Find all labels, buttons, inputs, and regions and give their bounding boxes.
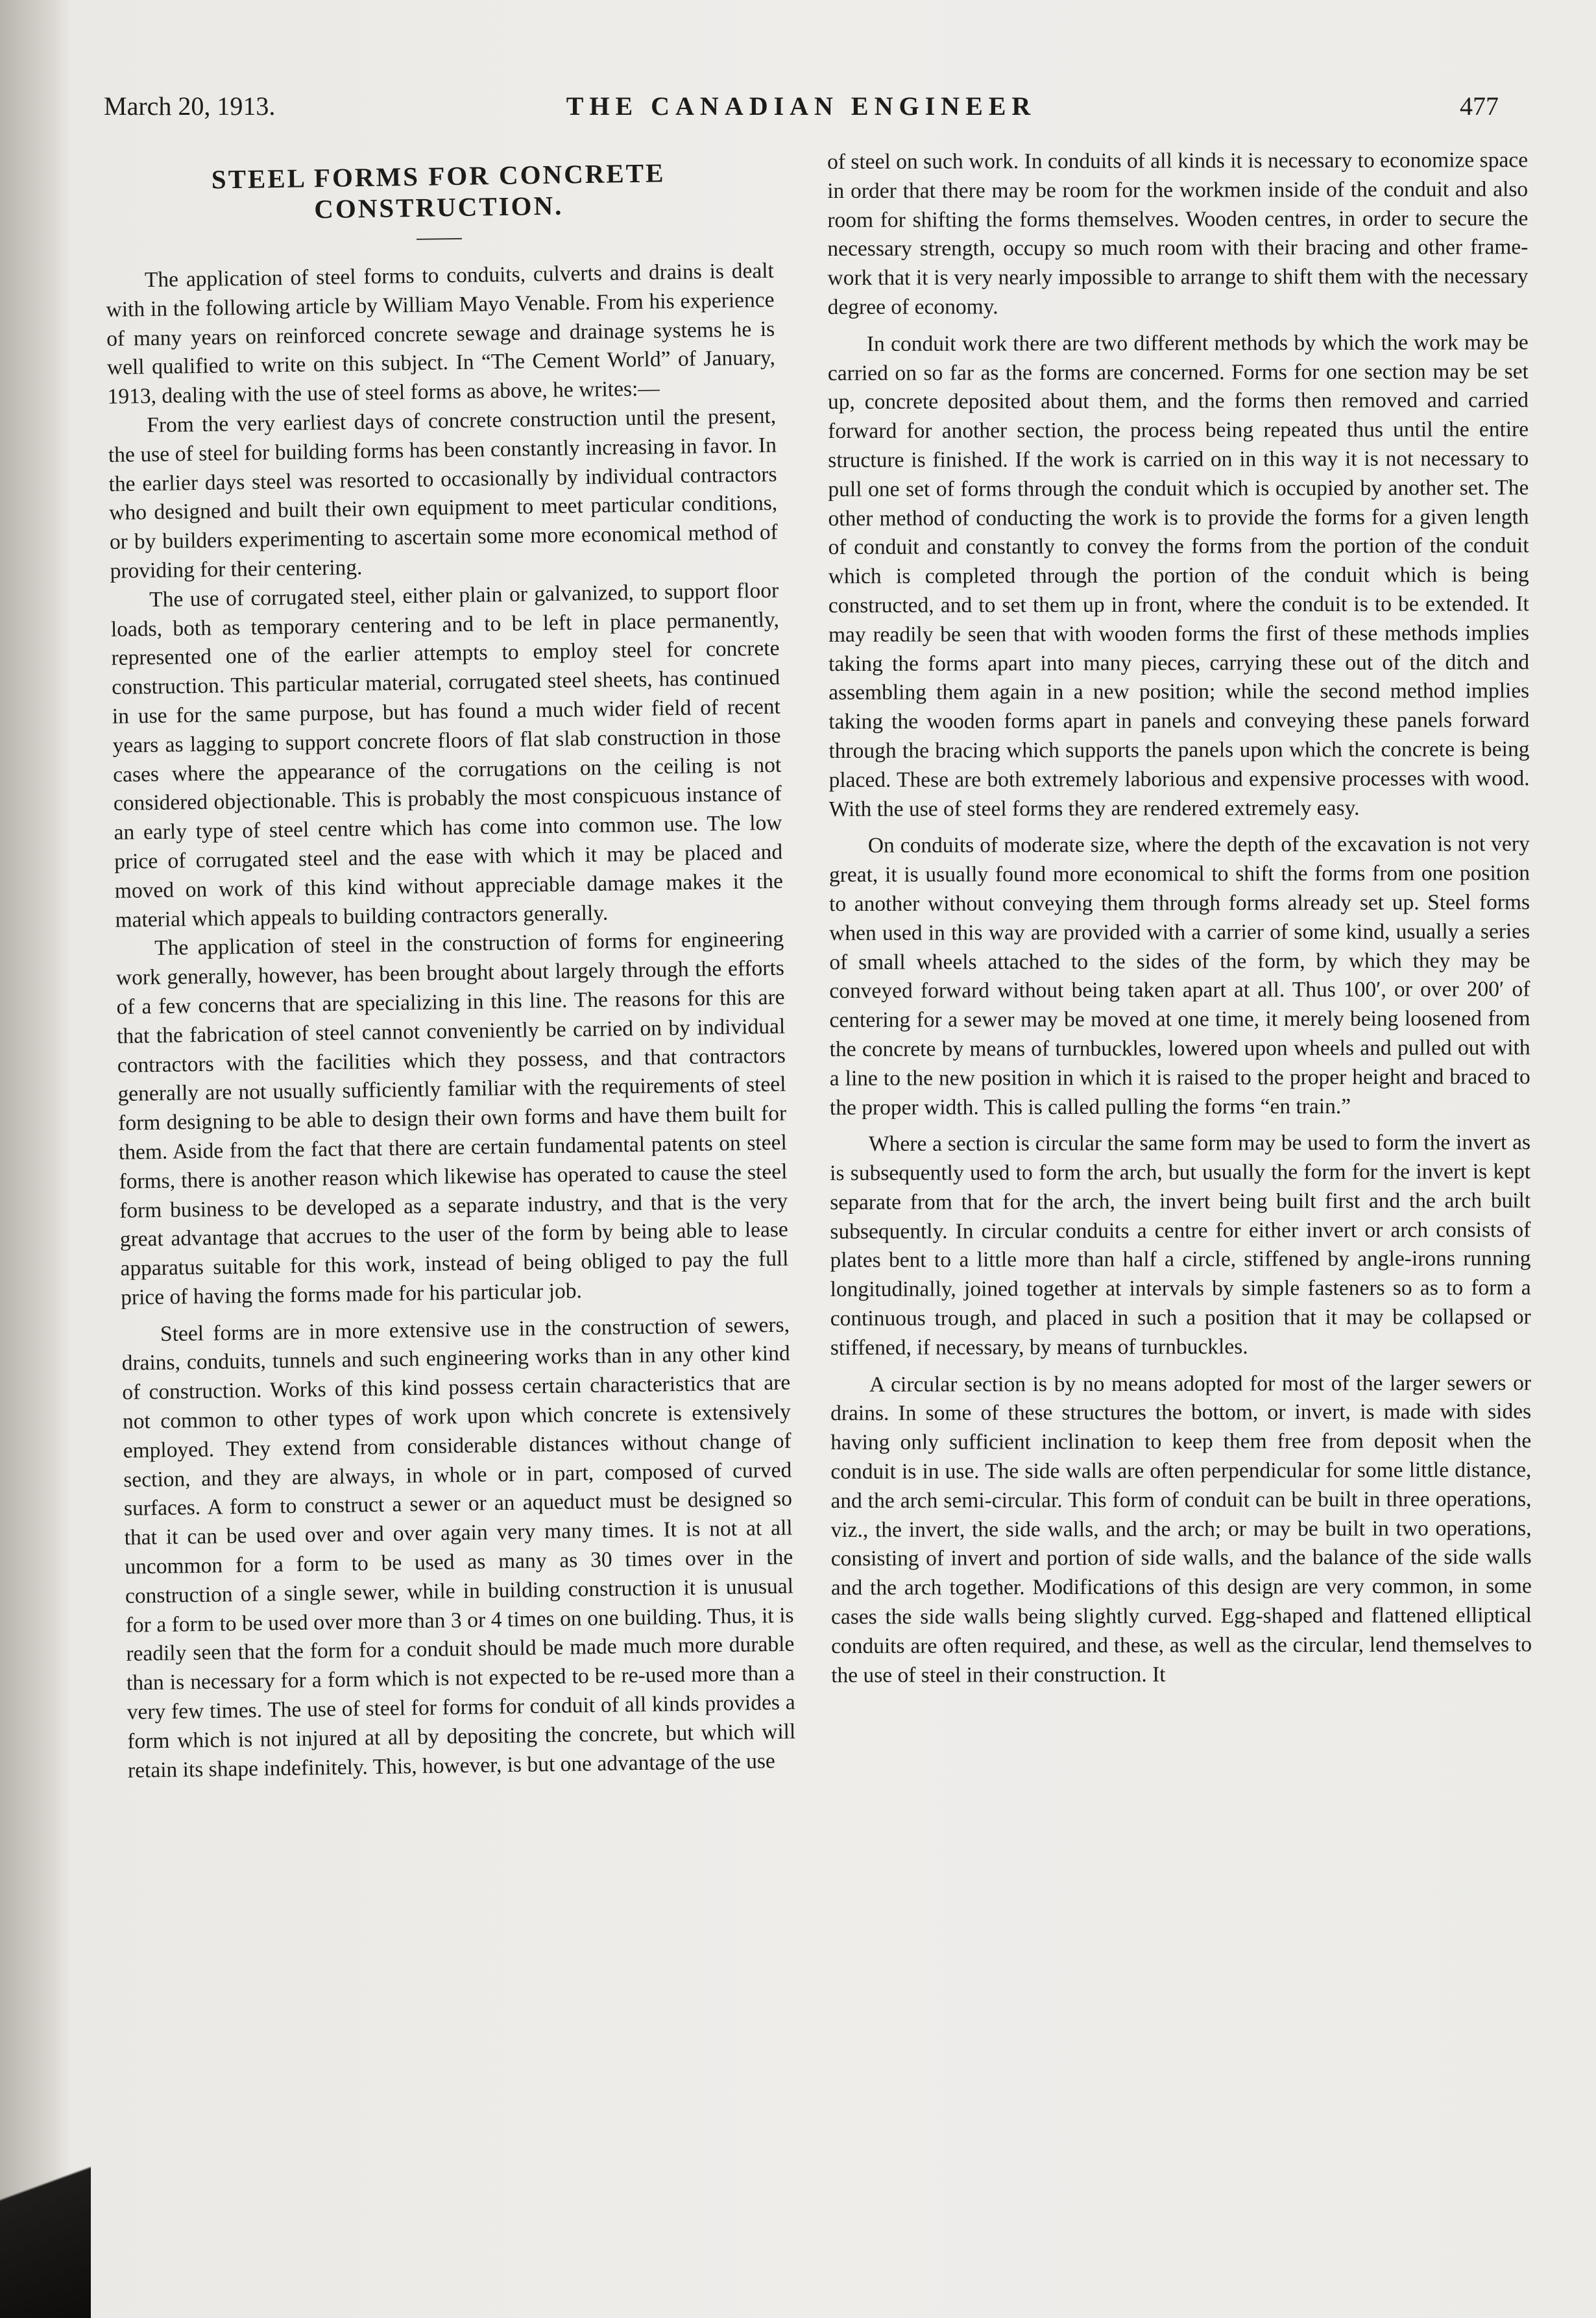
paragraph: The use of corrugated steel, either plain or galvanized, to support floor loads, both as temporary centering and to be left in place permanently, represented one of the earlier attempts to employ steel for concrete construction. This particular material, corrugated steel sheets, has continued in use for the same purpose, but has found a much wider field of recent years as lagging to support concrete floors of flat slab construction in those cases where the appearance of the corrugations on the ceiling is not considered objectionable. This is probably the most conspicuous instance of an early type of steel centre which has come into common use. The low price of corrugated steel and the ease with which it may be placed and moved on work of this kind without appreciable damage makes it the material which appeals to building contractors generally. xyxy=(110,578,784,932)
issue-date: March 20, 1913. xyxy=(104,91,276,121)
paragraph: Where a section is circular the same form may be used to form the invert as is subsequently used to form the arch, but usually the form for the invert is kept separate from that for the arch, the invert being built first and the arch built subsequently. In circular conduits a centre for either invert or arch consists of plates bent to a little more than half a circle, stiffened by angle-irons running longitudinally, joined together at intervals by simple fasteners so as to form a continuous trough, and placed in such a position that it may be collapsed or stiffened, if necessary, by means of turnbuckles. xyxy=(830,1130,1531,1360)
page-spine-shadow xyxy=(0,0,71,2318)
title-rule xyxy=(417,238,462,240)
paragraph: From the very earliest days of concrete construction until the present, the use of steel for building forms has been constantly increasing in favor. In the earlier days steel was resorted to occasionally by individual contractors who designed and built their own equipment to meet particular conditions, or by builders experimenting to ascertain some more economical method of providing for their centering. xyxy=(108,404,779,583)
paragraph: The application of steel in the construction of forms for engineering work generally, however, has been brought about largely through the efforts of a few concerns that are specializing in this line. The reasons for this are that the fabrication of steel cannot conveniently be carried on by individual contractors with the facilities which they possess, and that contractors generally are not usually sufficiently familiar with the requirements of steel form designing to be able to design their own forms and have them built for them. Aside from the fact that there are certain fundamental patents on steel forms, there is another reason which likewise has operated to cause the steel form business to be developed as a separate industry, and that is the very great advantage that accrues to the user of the form by being able to lease apparatus suitable for this work, instead of being obliged to pay the full price of having the forms made for his particular job. xyxy=(115,926,789,1310)
paragraph: In conduit work there are two different methods by which the work may be carried on so far as the forms are concerned. Forms for one section may be set up, concrete deposited about them, and the forms then removed and carried forward for another section, the process being repeated thus until the entire structure is finished. If the work is carried on in this way it is not necessary to pull one set of forms through the conduit which is occupied by another set. The other method of conducting the work is to provide the forms for a given length of conduit and constantly to convey the forms from the portion of the conduit which is completed through the portion of the conduit which is being constructed, and to set them up in front, where the conduit is to be extended. It may readily be seen that with wooden forms the first of these methods implies taking the forms apart into many pieces, carrying these out of the ditch and assembling them again in a new position; while the second method implies taking the wooden forms apart in panels and conveying these panels forward through the bracing which supports the panels upon which the concrete is being placed. These are both extremely laborious and expensive processes with wood. With the use of steel forms they are rendered extremely easy. xyxy=(827,330,1530,821)
paragraph: Steel forms are in more extensive use in the construction of sewers, drains, conduits, tunnels and such engineering works than in any other kind of construction. Works of this kind possess certain characteristics that are not common to other types of work upon which concrete is extensively employed. They extend from considerable distances without change of section, and they are always, in whole or in part, composed of curved surfaces. A form to construct a sewer or an aqueduct must be designed so that it can be used over and over again very many times. It is not at all uncommon for a form to be used as many as 30 times over in the construction of a single sewer, while in building construction it is unusual for a form to be used over more than 3 or 4 times on one building. Thus, it is readily seen that the form for a conduit should be made much more durable than is necessary for a form which is not expected to be re-used more than a very few times. The use of steel for forms for conduit of all kinds provides a form which is not injured at all by depositing the concrete, but which will retain its shape indefinitely. This, however, is but one advantage of the use xyxy=(121,1312,796,1783)
paragraph: On conduits of moderate size, where the depth of the excavation is not very great, it is usually found more economical to shift the forms from one position to another without conveying them through forms already set up. Steel forms when used in this way are provided with a carrier of some kind, usually a series of small wheels attached to the sides of the form, by which they may be conveyed forward without being taken apart at all. Thus 100′, or over 200′ of centering for a sewer may be moved at one time, it merely being loosened from the concrete by means of turnbuckles, lowered upon wheels and pulled out with a line to the new position in which it is raised to the proper height and braced to the proper width. This is called pulling the forms “en train.” xyxy=(828,832,1530,1120)
running-head xyxy=(104,91,1499,130)
page-corner-shadow xyxy=(0,2097,91,2318)
paragraph: A circular section is by no means adopted for most of the larger sewers or drains. In some of these structures the bottom, or invert, is made with sides having only sufficient inclination to keep them free from deposit when the conduit is in use. The side walls are often perpendicular for some little distance, and the arch semi-circular. This form of conduit can be built in three operations, viz., the invert, the side walls, and the arch; or may be built in two operations, consisting of invert and portion of side walls, and the balance of the side walls and the arch together. Modifications of this design are very common, in some cases the side walls being slightly curved. Egg-shaped and flattened elliptical conduits are often required, and these, as well as the circular, lend themselves to the use of steel in their construction. It xyxy=(830,1370,1532,1687)
article-title-line-1: STEEL FORMS FOR CONCRETE xyxy=(211,158,666,195)
journal-title: THE CANADIAN ENGINEER xyxy=(566,91,1037,121)
paragraph-continued: of steel on such work. In conduits of all kinds it is necessary to economize space in order that there may be room for the workmen inside of the conduit and also room for shifting the forms themselves. Wooden centres, in order to secure the necessary strength, occupy so much room with their bracing and other frame-work that it is very nearly impossible to arrange to shift them with the necessary degree of economy. xyxy=(827,148,1529,319)
right-column xyxy=(827,146,1532,1690)
page-number: 477 xyxy=(1460,91,1499,121)
article-title xyxy=(104,156,773,228)
paragraph: The application of steel forms to conduits, culverts and drains is dealt with in the following article by William Mayo Venable. From his experience of many years on reinforced concrete sewage and drainage systems he is well qualified to write on this subject. In “The Cement World” of January, 1913, dealing with the use of steel forms as above, he writes:— xyxy=(106,258,776,409)
article-title-line-2: CONSTRUCTION. xyxy=(313,190,564,224)
left-column xyxy=(104,143,796,1785)
